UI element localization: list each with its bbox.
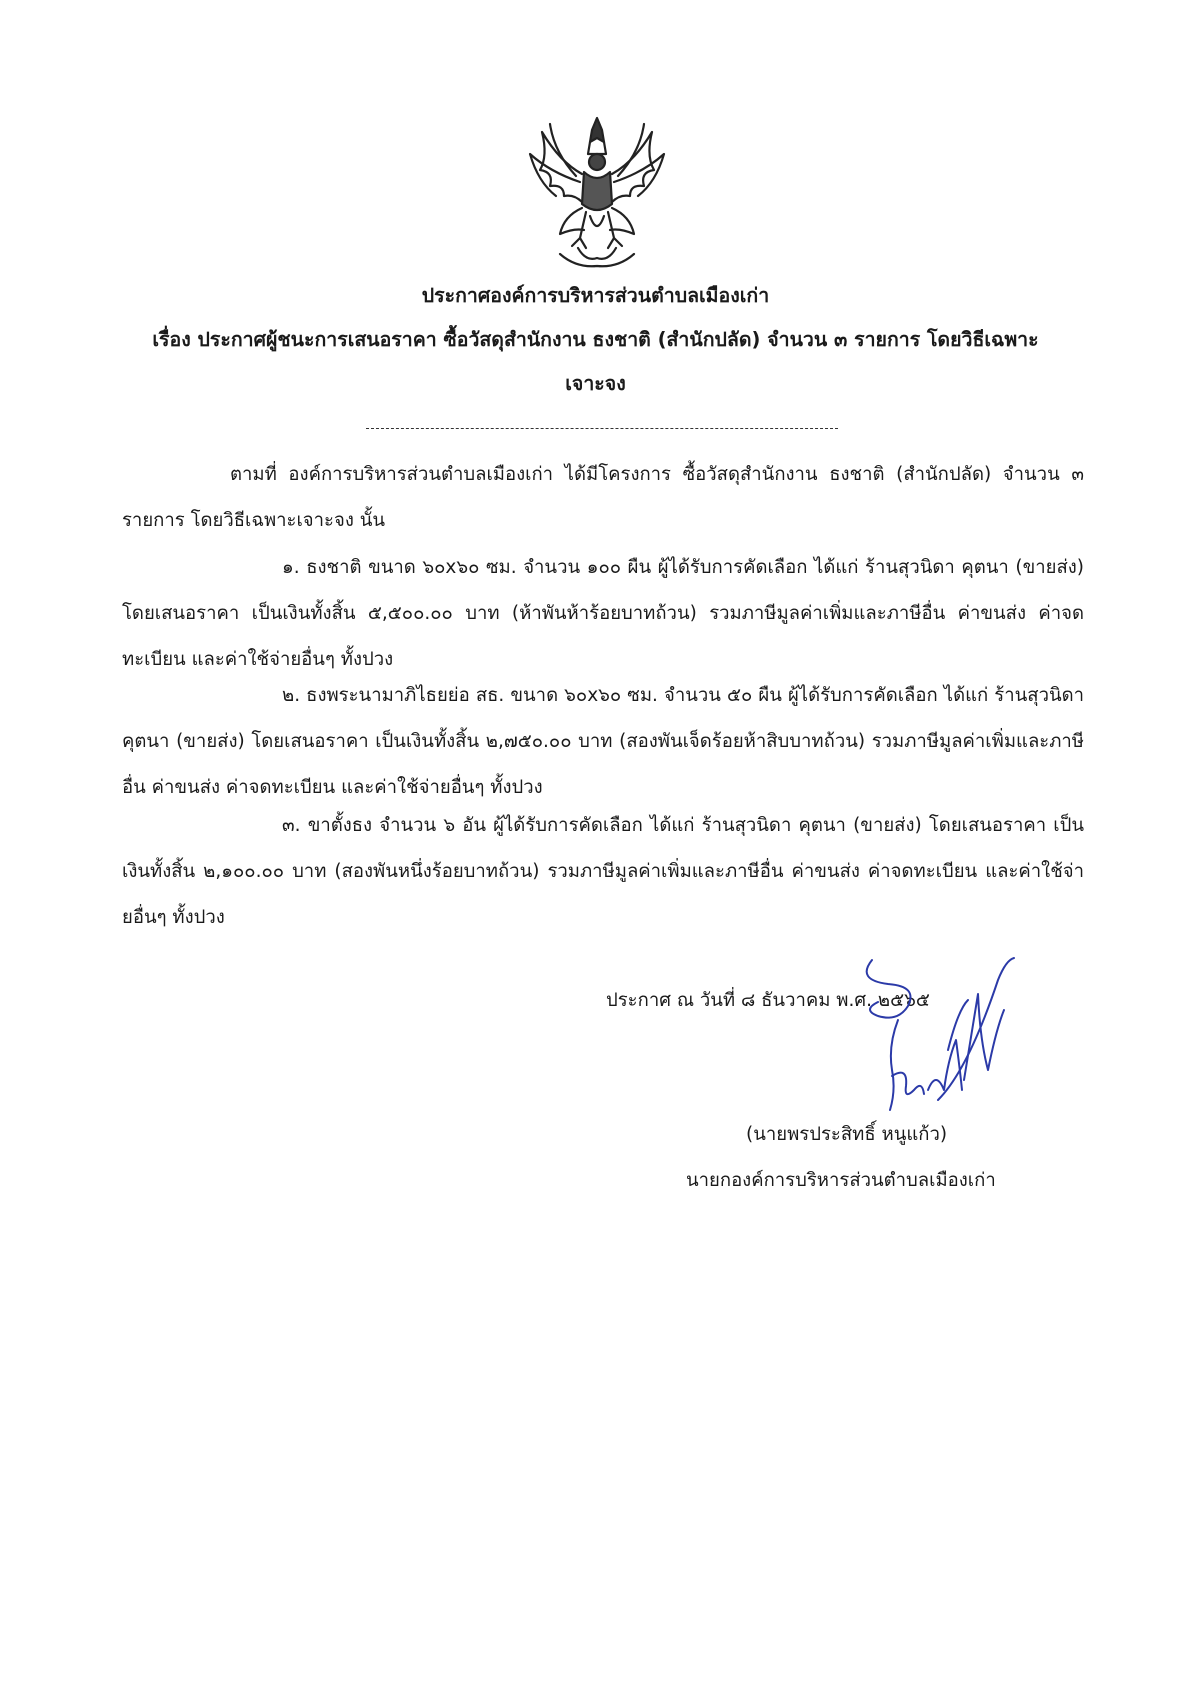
item-1-text: ๑. ธงชาติ ขนาด ๖๐x๖๐ ซม. จำนวน ๑๐๐ ผืน ผู้ได้รับการคัดเลือก ได้แก่ ร้านสุวนิดา คุตนา (ขายส่ง) โดยเสนอราคา เป็นเงินทั้งสิ้น ๕,๕๐๐.๐๐ บาท (ห้าพันห้าร้อยบาทถ้วน) รวมภาษีมูลค่าเพิ่มและภาษีอื่น ค่าขนส่ง ค่าจดทะเบียน และค่าใช้จ่ายอื่นๆ ทั้งปวง (122, 557, 1084, 670)
announcement-title: ประกาศองค์การบริหารส่วนตำบลเมืองเก่า (421, 284, 770, 307)
subject-line-continued: เจาะจง (565, 372, 626, 395)
item-paragraph (122, 673, 1084, 811)
garuda-emblem-icon (520, 112, 675, 272)
item-3-text: ๓. ขาตั้งธง จำนวน ๖ อัน ผู้ได้รับการคัดเลือก ได้แก่ ร้านสุวนิดา คุตนา (ขายส่ง) โดยเสนอราคา เป็นเงินทั้งสิ้น ๒,๑๐๐.๐๐ บาท (สองพันหนึ่งร้อยบาทถ้วน) รวมภาษีมูลค่าเพิ่มและภาษีอื่น ค่าขนส่ง ค่าจดทะเบียน และค่าใช้จ่ายอื่นๆ ทั้งปวง (122, 815, 1084, 928)
divider-line (366, 428, 838, 429)
item-paragraph (122, 545, 1084, 683)
intro-paragraph (122, 452, 1084, 544)
item-2-text: ๒. ธงพระนามาภิไธยย่อ สธ. ขนาด ๖๐x๖๐ ซม. จำนวน ๕๐ ผืน ผู้ได้รับการคัดเลือก ได้แก่ ร้านสุวนิดา คุตนา (ขายส่ง) โดยเสนอราคา เป็นเงินทั้งสิ้น ๒,๗๕๐.๐๐ บาท (สองพันเจ็ดร้อยห้าสิบบาทถ้วน) รวมภาษีมูลค่าเพิ่มและภาษีอื่น ค่าขนส่ง ค่าจดทะเบียน และค่าใช้จ่ายอื่นๆ ทั้งปวง (122, 685, 1084, 798)
handwritten-signature-icon (848, 950, 1018, 1120)
signer-position: นายกองค์การบริหารส่วนตำบลเมืองเก่า (686, 1170, 996, 1191)
intro-text: ตามที่ องค์การบริหารส่วนตำบลเมืองเก่า ได้มีโครงการ ซื้อวัสดุสำนักงาน ธงชาติ (สำนักปลัด) จำนวน ๓ รายการ โดยวิธีเฉพาะเจาะจง นั้น (122, 464, 1084, 531)
signer-name: (นายพรประสิทธิ์ หนูแก้ว) (746, 1124, 948, 1145)
item-paragraph (122, 803, 1084, 941)
announcement-date: ประกาศ ณ วันที่ ๘ ธันวาคม พ.ศ. ๒๕๖๕ (606, 990, 930, 1011)
subject-line: เรื่อง ประกาศผู้ชนะการเสนอราคา ซื้อวัสดุสำนักงาน ธงชาติ (สำนักปลัด) จำนวน ๓ รายการ โดยวิธีเฉพาะ (152, 328, 1039, 351)
